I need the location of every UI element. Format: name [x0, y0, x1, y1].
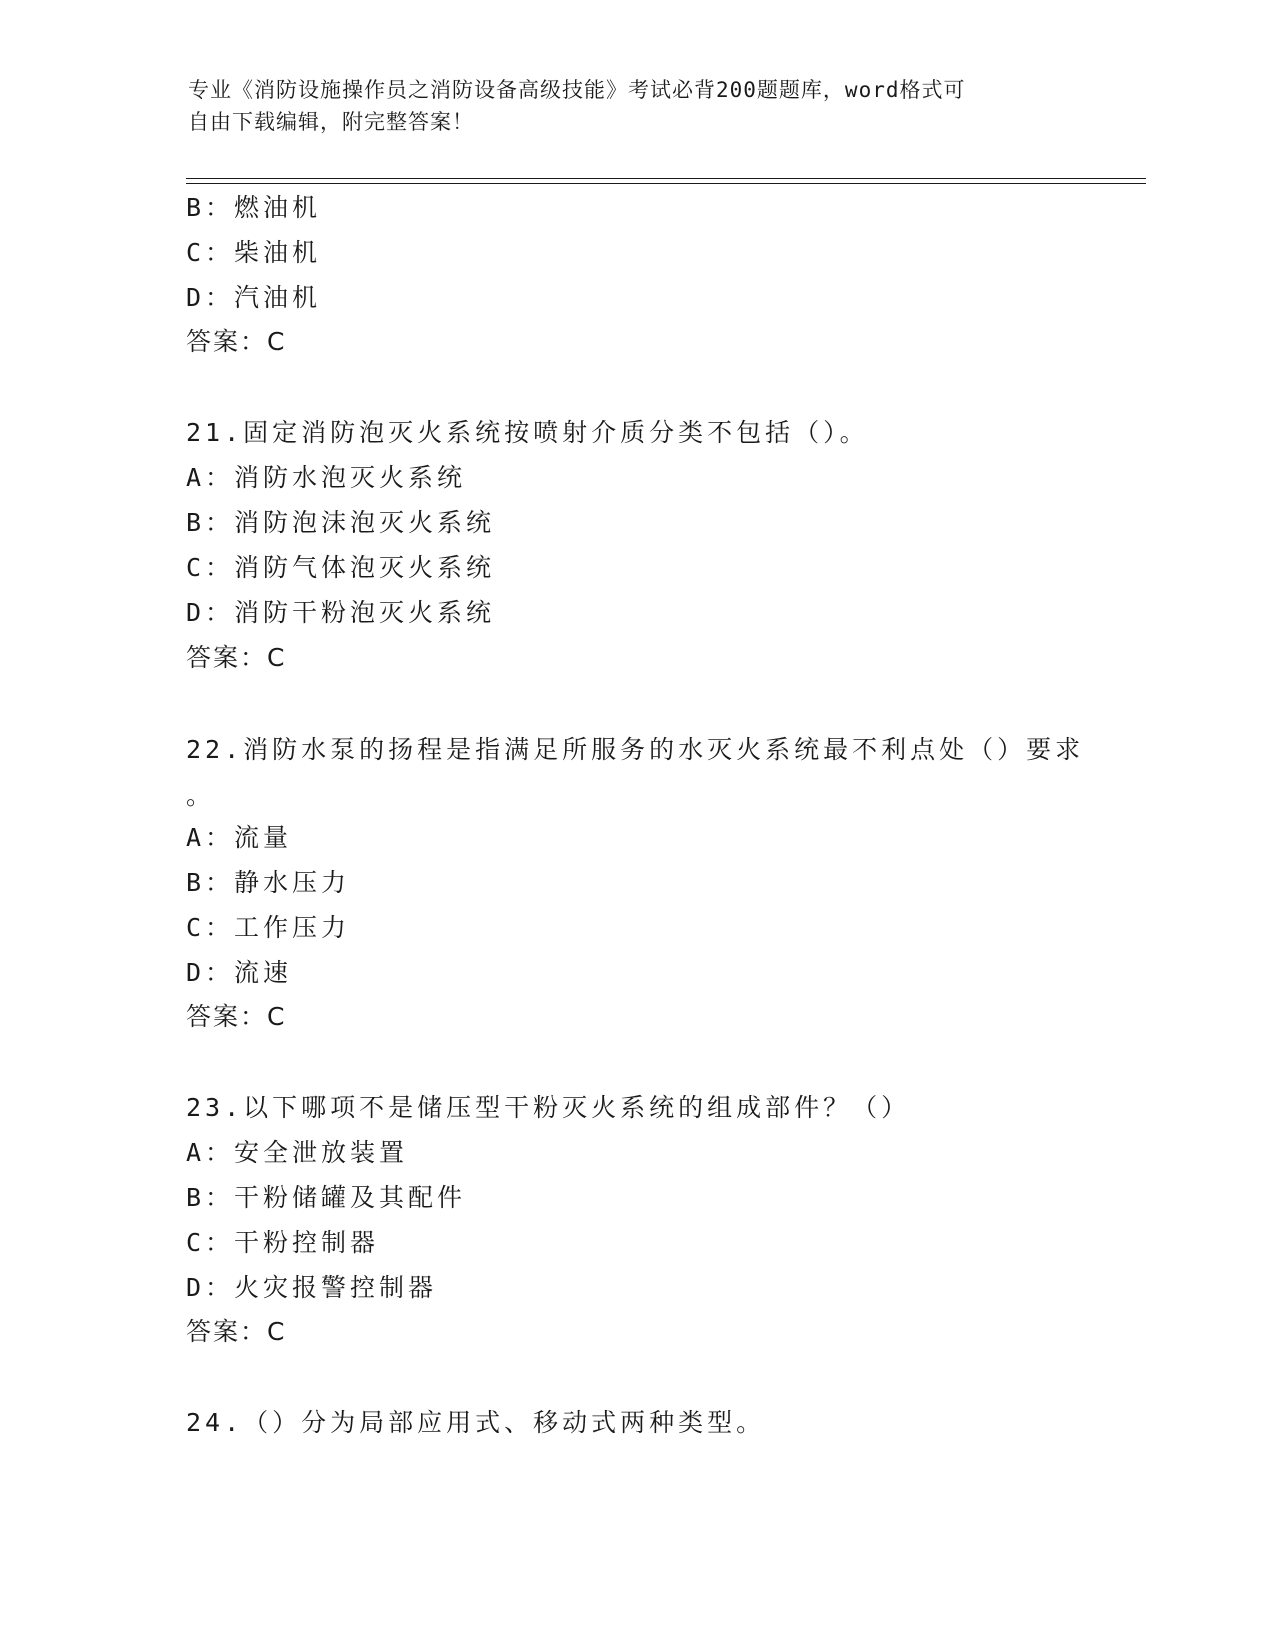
header-divider-bottom	[186, 183, 1146, 184]
fragment-option-c: C：柴油机	[186, 238, 322, 267]
question-22-option-b: B：静水压力	[186, 868, 351, 897]
header-line-2: 自由下载编辑，附完整答案！	[188, 110, 474, 134]
question-21-stem: 21.固定消防泡灭火系统按喷射介质分类不包括（）。	[186, 418, 869, 447]
question-21-option-d: D：消防干粉泡灭火系统	[186, 598, 496, 627]
question-23-answer: 答案：C	[186, 1317, 287, 1346]
question-22-option-c: C：工作压力	[186, 913, 351, 942]
question-23-option-b: B：干粉储罐及其配件	[186, 1183, 467, 1212]
question-24-stem: 24.（）分为局部应用式、移动式两种类型。	[186, 1408, 766, 1437]
question-21-option-a: A：消防水泡灭火系统	[186, 463, 467, 492]
fragment-option-b: B：燃油机	[186, 193, 322, 222]
header-line-1: 专业《消防设施操作员之消防设备高级技能》考试必背200题题库，word格式可	[188, 78, 966, 102]
question-22-stem: 22.消防水泵的扬程是指满足所服务的水灭火系统最不利点处（）要求	[186, 735, 1085, 764]
header-divider-top	[186, 178, 1146, 179]
question-23-option-c: C：干粉控制器	[186, 1228, 380, 1257]
question-21-option-b: B：消防泡沫泡灭火系统	[186, 508, 496, 537]
question-23-option-a: A：安全泄放装置	[186, 1138, 409, 1167]
question-23-option-d: D：火灾报警控制器	[186, 1273, 438, 1302]
question-23-stem: 23.以下哪项不是储压型干粉灭火系统的组成部件？（）	[186, 1093, 911, 1122]
question-21-answer: 答案：C	[186, 643, 287, 672]
fragment-option-d: D：汽油机	[186, 283, 322, 312]
fragment-answer: 答案：C	[186, 327, 287, 356]
question-22-stem-continued: 。	[186, 781, 216, 810]
question-22-answer: 答案：C	[186, 1002, 287, 1031]
question-22-option-d: D：流速	[186, 958, 293, 987]
question-22-option-a: A：流量	[186, 823, 293, 852]
question-21-option-c: C：消防气体泡灭火系统	[186, 553, 496, 582]
page-header	[188, 74, 1068, 138]
